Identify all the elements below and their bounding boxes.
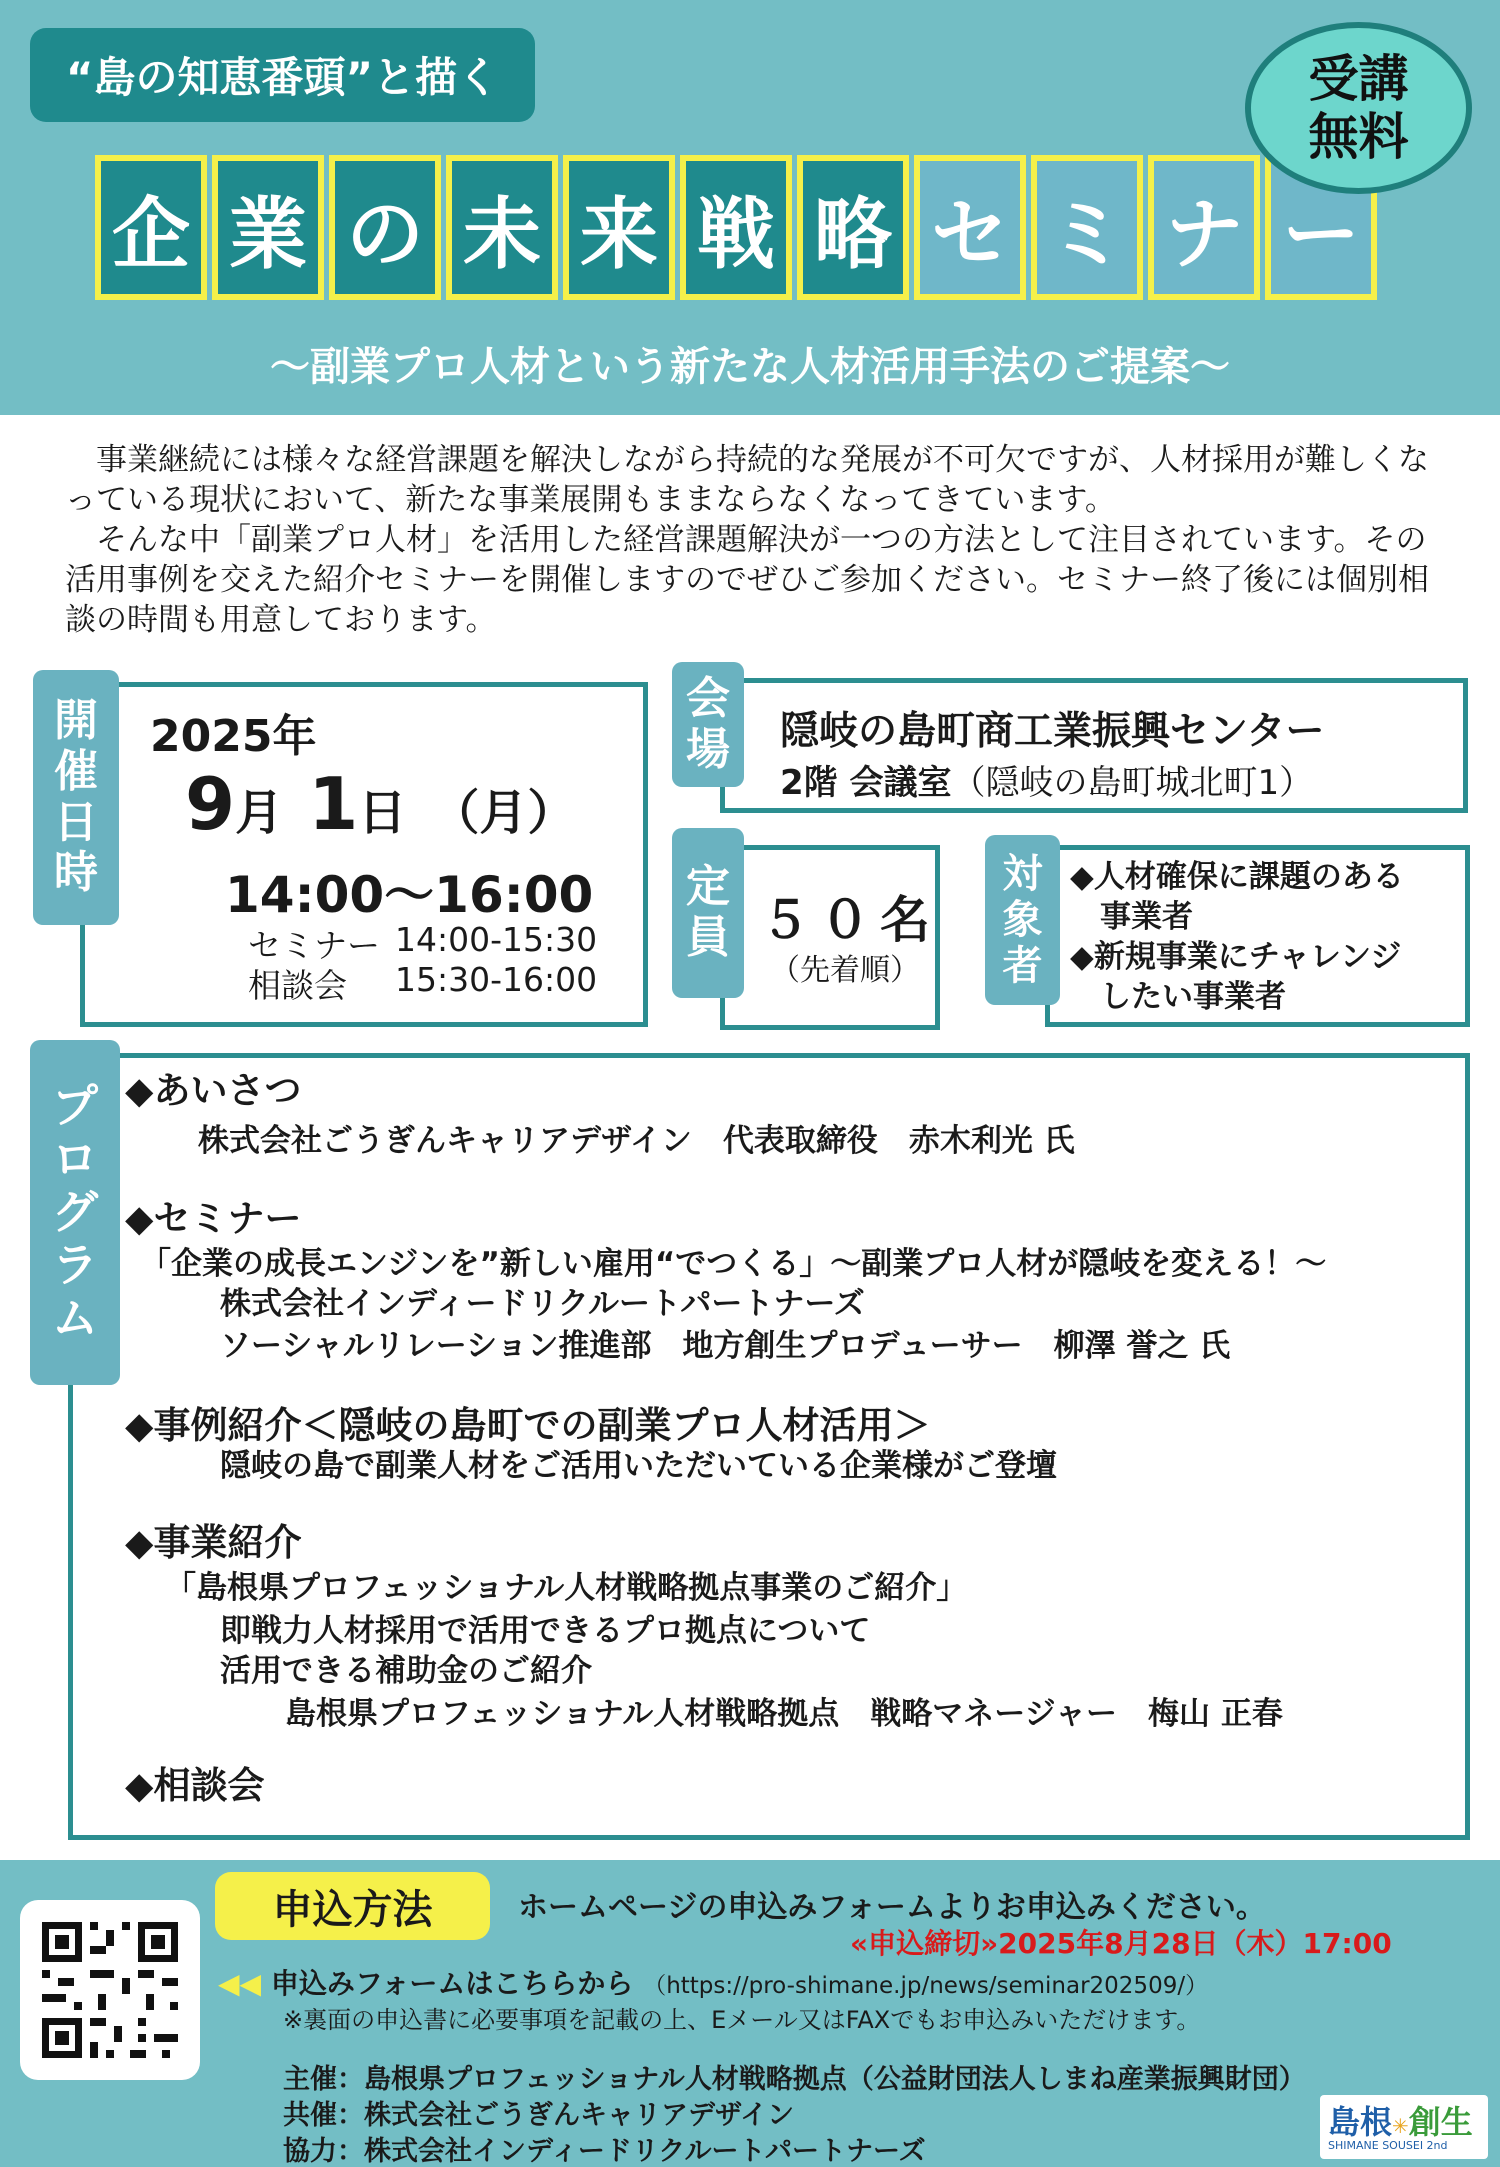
- program-seminar-company: 株式会社インディードリクルートパートナーズ: [220, 1286, 865, 1322]
- tab-char: ラ: [52, 1237, 98, 1292]
- qr-code-icon: [20, 1900, 200, 2080]
- program-greeting-heading: ◆あいさつ: [125, 1069, 302, 1112]
- title-char: セ: [914, 155, 1026, 300]
- title-char: 未: [446, 155, 558, 300]
- tab-char: プ: [52, 1079, 98, 1134]
- title-char: 来: [563, 155, 675, 300]
- title-char: 業: [212, 155, 324, 300]
- form-url[interactable]: （https://pro-shimane.jp/news/seminar202509/）: [643, 1973, 1209, 1999]
- date-day: [185, 762, 575, 846]
- tab-char: 時: [54, 847, 98, 899]
- program-consult-heading: ◆相談会: [125, 1764, 265, 1807]
- tab-char: ロ: [52, 1132, 98, 1187]
- month-unit: 月: [235, 785, 284, 841]
- apply-deadline: «申込締切»2025年8月28日（木）17:00: [850, 1927, 1392, 1960]
- tab-char: 場: [686, 723, 730, 775]
- organizer-host: 主催：島根県プロフェッショナル人材戦略拠点（公益財団法人しまね産業振興財団）: [283, 2064, 1306, 2095]
- program-seminar-speaker: ソーシャルリレーション推進部 地方創生プロデューサー 柳澤 誉之 氏: [220, 1328, 1231, 1364]
- tab-char: 会: [686, 672, 730, 724]
- month-number: 9: [185, 762, 236, 846]
- tab-char: 者: [1002, 943, 1043, 989]
- double-chevron-left-icon: ◀◀: [218, 1967, 262, 2000]
- consult-time: 15:30-16:00: [395, 960, 598, 999]
- capacity-note: （先着順）: [770, 953, 920, 988]
- tab-char: 対: [1002, 851, 1043, 897]
- tab-char: グ: [52, 1185, 98, 1240]
- title-char: の: [329, 155, 441, 300]
- day-unit: 日: [358, 785, 407, 841]
- star-icon: ✳: [1392, 2114, 1409, 2138]
- day-number: 1: [308, 762, 359, 846]
- badge-line1: 受講: [1308, 50, 1409, 108]
- target-item-2a: ◆新規事業にチャレンジ: [1070, 939, 1402, 975]
- date-tab: [33, 670, 119, 925]
- logo-sub: 創生: [1408, 2103, 1473, 2141]
- consult-label: 相談会: [248, 966, 347, 1005]
- title-char: ミ: [1031, 155, 1143, 300]
- venue-name: 隠岐の島町商工業振興センター: [780, 709, 1325, 754]
- program-seminar-title: 「企業の成長エンジンを”新しい雇用“でつくる」～副業プロ人材が隠岐を変える！～: [140, 1246, 1327, 1282]
- free-badge: [1245, 22, 1472, 194]
- program-business-title: 「島根県プロフェッショナル人材戦略拠点事業のご紹介」: [165, 1570, 968, 1606]
- tab-char: 日: [54, 796, 98, 848]
- venue-address: （隠岐の島町城北町1）: [951, 763, 1314, 803]
- apply-note: ※裏面の申込書に必要事項を記載の上、Eメール又はFAXでもお申込みいただけます。: [283, 2006, 1201, 2034]
- qr-code[interactable]: [20, 1900, 200, 2080]
- shimane-sousei-logo: [1320, 2095, 1488, 2159]
- target-item-2b: したい事業者: [1100, 979, 1286, 1015]
- tab-char: ム: [52, 1290, 98, 1345]
- seminar-label: セミナー: [248, 926, 380, 965]
- tab-char: 定: [686, 861, 730, 913]
- venue-room: [780, 755, 1313, 804]
- form-link-label[interactable]: 申込みフォームはこちらから: [270, 1967, 634, 2000]
- seminar-title: [95, 155, 1382, 315]
- capacity-number: ５０名: [760, 891, 940, 949]
- logo-caption: SHIMANE SOUSEI 2nd: [1328, 2139, 1448, 2152]
- program-business-item1: 即戦力人材採用で活用できるプロ拠点について: [220, 1613, 871, 1649]
- tagline: “島の知恵番頭”と描く: [30, 28, 535, 122]
- weekday: （月）: [431, 785, 576, 841]
- program-business-speaker: 島根県プロフェッショナル人材戦略拠点 戦略マネージャー 梅山 正春: [285, 1696, 1283, 1732]
- program-case-heading: ◆事例紹介＜隠岐の島町での副業プロ人材活用＞: [125, 1404, 931, 1447]
- title-char: 戦: [680, 155, 792, 300]
- program-case-detail: 隠岐の島で副業人材をご活用いただいている企業様がご登壇: [220, 1448, 1057, 1484]
- program-tab: [30, 1040, 120, 1385]
- intro-paragraph-2: そんな中「副業プロ人材」を活用した経営課題解決が一つの方法として注目されています。その活用事例を交えた紹介セミナーを開催しますのでぜひご参加ください。セミナー終了後には個別相談の時間も用意しております。: [65, 522, 1429, 638]
- title-char: ー: [1265, 155, 1377, 300]
- organizer-cooperation: 協力：株式会社インディードリクルートパートナーズ: [283, 2136, 926, 2167]
- program-seminar-heading: ◆セミナー: [125, 1197, 302, 1240]
- title-char: 企: [95, 155, 207, 300]
- program-greeting-speaker: 株式会社ごうぎんキャリアデザイン 代表取締役 赤木利光 氏: [198, 1123, 1075, 1159]
- title-char: 略: [797, 155, 909, 300]
- apply-text: ホームページの申込みフォームよりお申込みください。: [518, 1890, 1266, 1925]
- date-time: 14:00～16:00: [225, 866, 594, 924]
- program-business-heading: ◆事業紹介: [125, 1521, 302, 1564]
- tab-char: 員: [686, 912, 730, 963]
- venue-tab: [672, 662, 744, 787]
- tab-char: 催: [54, 745, 98, 797]
- organizer-cohost: 共催：株式会社ごうぎんキャリアデザイン: [283, 2100, 795, 2131]
- tab-char: 開: [54, 695, 98, 747]
- title-char: ナ: [1148, 155, 1260, 300]
- apply-method-label: 申込方法: [215, 1872, 490, 1940]
- venue-room-name: 2階 会議室: [780, 763, 952, 803]
- form-link-row: [218, 1962, 1208, 2002]
- logo-main: 島根: [1328, 2103, 1393, 2141]
- capacity-tab: [672, 828, 744, 998]
- program-business-item2: 活用できる補助金のご紹介: [220, 1653, 592, 1689]
- date-year: 2025年: [150, 711, 317, 762]
- intro-paragraph-1: 事業継続には様々な経営課題を解決しながら持続的な発展が不可欠ですが、人材採用が難しくなっている現状において、新たな事業展開もままならなくなってきています。: [65, 442, 1429, 518]
- intro-text: [65, 440, 1455, 640]
- target-item-1b: 事業者: [1100, 899, 1193, 935]
- target-tab: [985, 835, 1060, 1005]
- tab-char: 象: [1002, 897, 1043, 943]
- target-item-1a: ◆人材確保に課題のある: [1070, 859, 1404, 895]
- seminar-time: 14:00-15:30: [395, 920, 598, 959]
- subtitle: ～副業プロ人材という新たな人材活用手法のご提案～: [270, 344, 1230, 390]
- badge-line2: 無料: [1308, 108, 1409, 166]
